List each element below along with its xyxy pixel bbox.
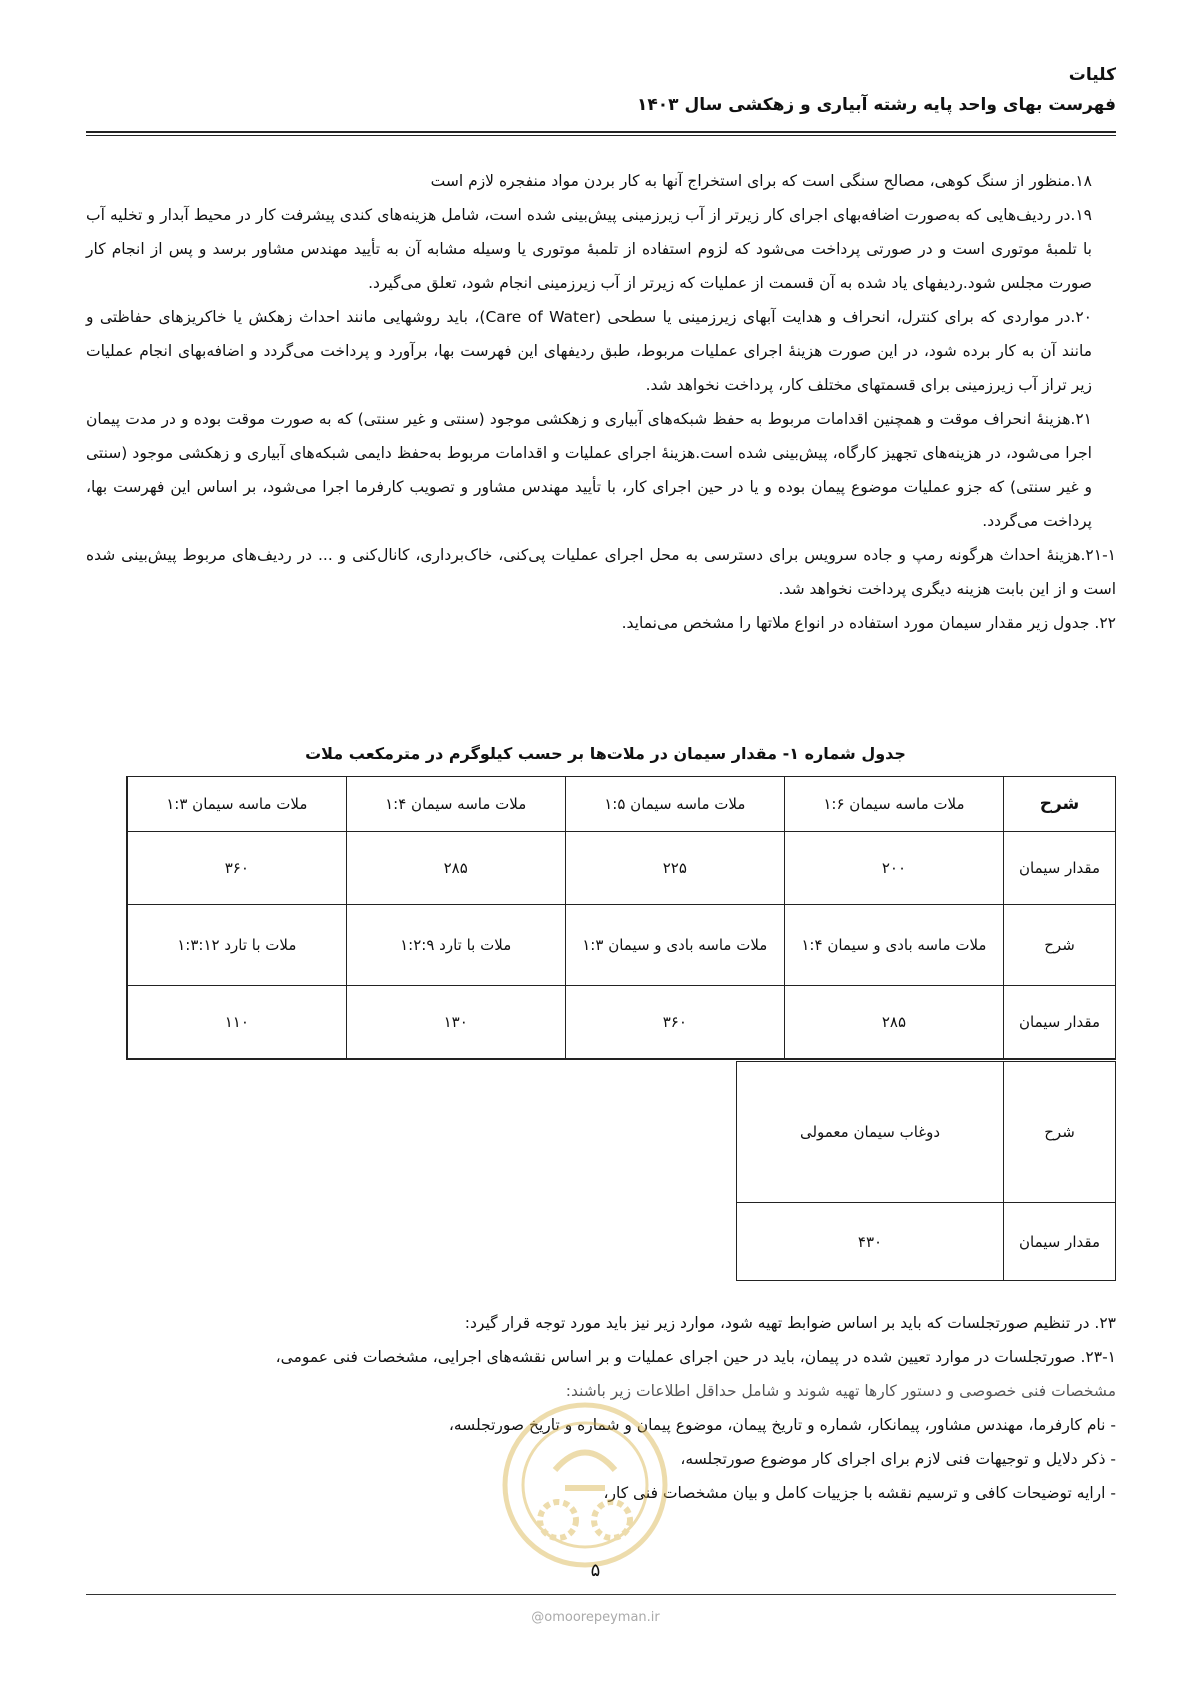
paragraph-19: ۱۹.در ردیف‌هایی که به‌صورت اضافه‌بهای اجرای کار زیرتر از آب زیرزمینی پیش‌بینی شده است، شامل هزینه‌های کندی پیشرفت کار در محیط آبدار و تخلیه آب با تلمبهٔ موتوری است و در صورتی پرداخت می‌شود که لزوم استفاده از تلمبهٔ موتوری یا وسیله مشابه آن به تأیید مهندس مشاور برسد و پس از انجام کار صورت مجلس شود.ردیفهای یاد شده به آن قسمت از عملیات که زیرتر از آب زیرزمینی انجام شود، تعلق می‌گیرد. [86, 206, 1092, 292]
bullet-item: - ذکر دلایل و توجیهات فنی لازم برای اجرای کار موضوع صورتجلسه، [680, 1450, 1116, 1468]
table-cell: ملات ماسه سیمان ۱:۳ [127, 777, 346, 832]
header-subtitle: فهرست بهای واحد پایه رشته آبیاری و زهکشی سال ۱۴۰۳ [637, 95, 1116, 115]
table-row [737, 1062, 1116, 1203]
paragraph-23-1: ۲۳-۱. صورتجلسات در موارد تعیین شده در پیمان، باید در حین اجرای عملیات و بر اساس نقشه‌های اجرایی، مشخصات فنی عمومی، [275, 1348, 1116, 1366]
table-cell: ملات ماسه سیمان ۱:۵ [565, 777, 784, 832]
table-cell: ۳۶۰ [127, 832, 346, 905]
table-row [127, 777, 1116, 832]
paragraph-23-1-cont: مشخصات فنی خصوصی و دستور کارها تهیه شوند و شامل حداقل اطلاعات زیر باشند: [565, 1382, 1116, 1400]
header-title: کلیات [1068, 65, 1116, 85]
paragraph-21: ۲۱.هزینهٔ انحراف موقت و همچنین اقدامات مربوط به حفظ شبکه‌های آبیاری و زهکشی موجود (سنتی و غیر سنتی) که به صورت موقت بوده و در مدت پیمان اجرا می‌شود، در هزینه‌های تجهیز کارگاه، پیش‌بینی شده است.هزینهٔ اجرای عملیات و اقدامات مربوط به‌حفظ دایمی شبکه‌های آبیاری و زهکشی موجود (سنتی و غیر سنتی) که جزو عملیات موضوع پیمان بوده و یا در حین اجرای کار، با تأیید مهندس مشاور و تصویب کارفرما اجرا می‌شود، بر اساس این فهرست بها، پرداخت می‌گردد. [86, 410, 1092, 530]
table-cell: ۳۶۰ [565, 986, 784, 1060]
table-row [127, 832, 1116, 905]
header-rule-thick [86, 131, 1116, 133]
table-cell: مقدار سیمان [1004, 986, 1116, 1060]
page-number: ۵ [590, 1560, 601, 1581]
header-rule-thin [86, 135, 1116, 136]
table-cell: شرح [1004, 777, 1116, 832]
table-row [127, 905, 1116, 986]
table-cell: شرح [1004, 1062, 1116, 1203]
table-caption: جدول شماره ۱- مقدار سیمان در ملات‌ها بر حسب کیلوگرم در مترمکعب ملات [305, 744, 906, 763]
table-cell: ملات ماسه بادی و سیمان ۱:۴ [784, 905, 1003, 986]
table-cell: ۱۳۰ [346, 986, 565, 1060]
table-cell: ۱۱۰ [127, 986, 346, 1060]
page-header [86, 60, 1116, 136]
table-row [127, 986, 1116, 1060]
paragraph-20: ۲۰.در مواردی که برای کنترل، انحراف و هدایت آبهای زیرزمینی یا سطحی (Care of Water)، باید روشهایی مانند احداث زهکش یا خاکریزهای حفاظتی و مانند آن به کار برده شود، در این صورت هزینهٔ اجرای عملیات مربوط، طبق ردیفهای این فهرست بها، برآورد و پرداخت می‌گردد و اضافه‌بهای انجام عملیات زیر تراز آب زیرزمینی برای قسمتهای مختلف کار، پرداخت نخواهد شد. [86, 308, 1092, 394]
table-cell: ۲۸۵ [346, 832, 565, 905]
paragraph-22: ۲۲. جدول زیر مقدار سیمان مورد استفاده در انواع ملاتها را مشخص می‌نماید. [621, 614, 1116, 632]
table-cell: ملات با تارد ۱:۲:۹ [346, 905, 565, 986]
table-cell: ملات ماسه بادی و سیمان ۱:۳ [565, 905, 784, 986]
footer-rule [86, 1594, 1116, 1595]
after-table-text [86, 1306, 1116, 1510]
paragraph-23: ۲۳. در تنظیم صورتجلسات که باید بر اساس ضوابط تهیه شود، موارد زیر نیز باید مورد توجه قرار گیرد: [464, 1314, 1116, 1332]
table-cell: مقدار سیمان [1004, 1203, 1116, 1281]
site-watermark: @omoorepeyman.ir [531, 1610, 660, 1625]
table-cell: ملات ماسه سیمان ۱:۶ [784, 777, 1003, 832]
table-cell: دوغاب سیمان معمولی [737, 1062, 1004, 1203]
paragraph-21-1: ۲۱-۱.هزینهٔ احداث هرگونه رمپ و جاده سرویس برای دسترسی به محل اجرای عملیات پی‌کنی، خاک‌برداری، کانال‌کنی و ... در ردیف‌های مربوط پیش‌بینی شده است و از این بابت هزینه دیگری پرداخت نخواهد شد. [86, 546, 1116, 598]
table-cell: ۲۲۵ [565, 832, 784, 905]
bullet-item: - ارایه توضیحات کافی و ترسیم نقشه با جزییات کامل و بیان مشخصات فنی کار، [603, 1484, 1116, 1502]
bullet-item: - نام کارفرما، مهندس مشاور، پیمانکار، شماره و تاریخ پیمان، موضوع پیمان و شماره و تاریخ صورتجلسه، [448, 1416, 1116, 1434]
table-cell: ۲۸۵ [784, 986, 1003, 1060]
body-text [86, 164, 1116, 640]
table-cell: ۴۳۰ [737, 1203, 1004, 1281]
paragraph-18: ۱۸.منظور از سنگ کوهی، مصالح سنگی است که برای استخراج آنها به کار بردن مواد منفجره لازم است [430, 172, 1092, 190]
table-cell: ۲۰۰ [784, 832, 1003, 905]
cement-table-extra [736, 1061, 1116, 1281]
table-row [737, 1203, 1116, 1281]
table-cell: مقدار سیمان [1004, 832, 1116, 905]
table-cell: ملات ماسه سیمان ۱:۴ [346, 777, 565, 832]
table-cell: ملات با تارد ۱:۳:۱۲ [127, 905, 346, 986]
cement-table [126, 776, 1116, 1060]
table-cell: شرح [1004, 905, 1116, 986]
